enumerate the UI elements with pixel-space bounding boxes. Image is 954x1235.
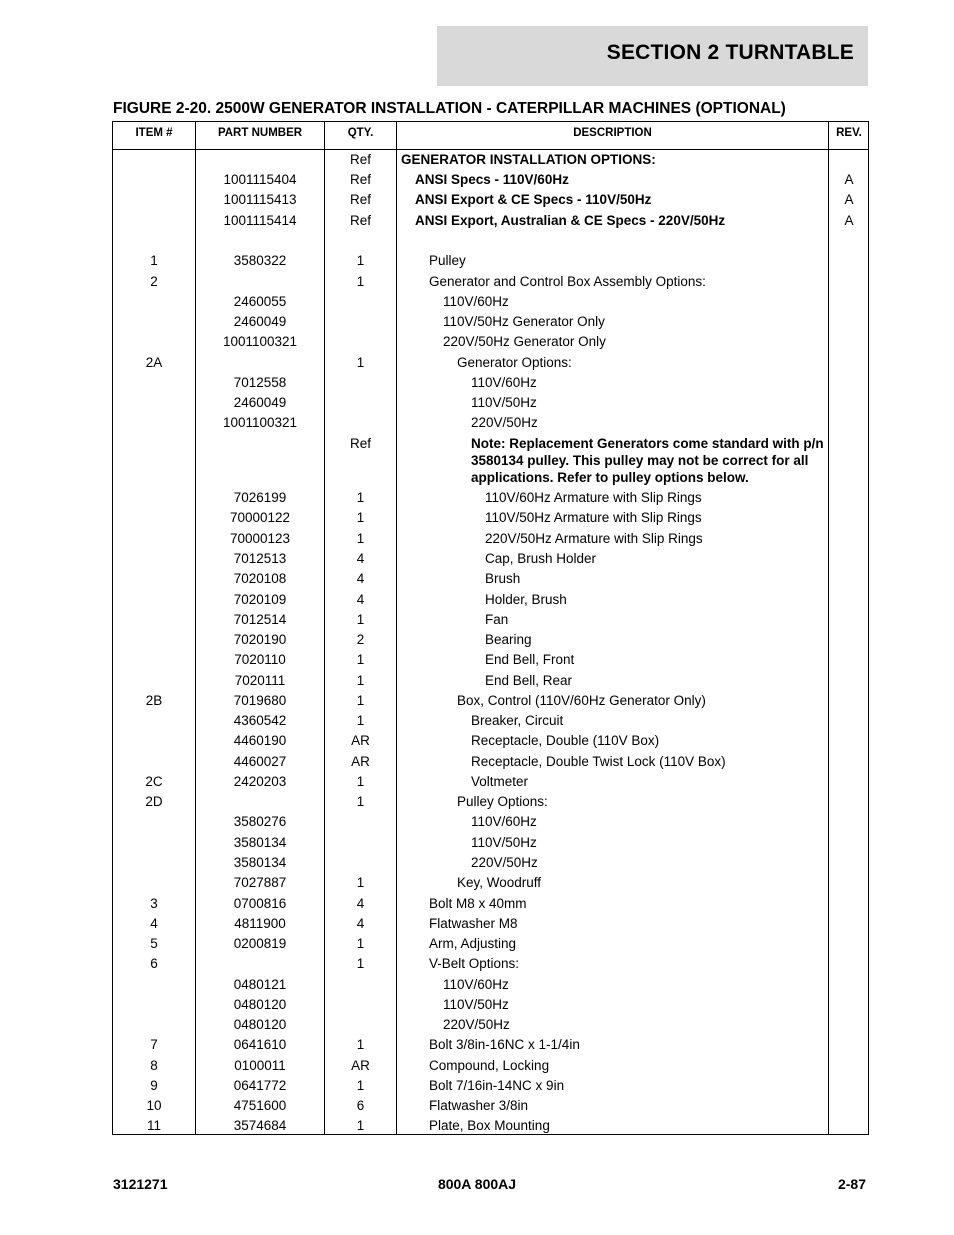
item-number: 2A: [145, 355, 163, 370]
quantity: 2: [356, 632, 365, 647]
description: 220V/50Hz Armature with Slip Rings: [485, 531, 703, 546]
part-number: 7020108: [233, 571, 287, 586]
quantity: 1: [356, 253, 365, 268]
item-number: 7: [150, 1037, 158, 1052]
part-number: 2460049: [233, 395, 287, 410]
quantity: 4: [356, 896, 365, 911]
part-number: 4360542: [233, 713, 287, 728]
quantity: 1: [356, 875, 365, 890]
footer-page-number: 2-87: [837, 1176, 866, 1192]
col-header-item: ITEM #: [135, 127, 173, 139]
part-number: 70000123: [229, 531, 291, 546]
quantity: 4: [356, 592, 365, 607]
quantity: 4: [356, 916, 365, 931]
item-number: 5: [150, 936, 158, 951]
quantity: 1: [356, 1037, 365, 1052]
description: Plate, Box Mounting: [429, 1118, 550, 1133]
description: Compound, Locking: [429, 1058, 550, 1073]
item-number: 6: [150, 956, 158, 971]
part-number: 7012513: [233, 551, 287, 566]
section-title: SECTION 2 TURNTABLE: [606, 41, 854, 64]
description: Fan: [485, 612, 509, 627]
parts-table: [112, 121, 869, 1135]
part-number: 1001115414: [223, 213, 297, 228]
description: Receptacle, Double Twist Lock (110V Box): [471, 754, 726, 769]
description: 110V/60Hz Armature with Slip Rings: [485, 490, 702, 505]
description: ANSI Export & CE Specs - 110V/50Hz: [415, 192, 652, 207]
description: 110V/50Hz Armature with Slip Rings: [485, 510, 702, 525]
description: GENERATOR INSTALLATION OPTIONS:: [401, 152, 656, 167]
part-number: 4460190: [233, 733, 287, 748]
description: Pulley Options:: [457, 794, 548, 809]
part-number: 3580134: [233, 835, 287, 850]
quantity: 1: [356, 355, 365, 370]
column-divider: [396, 122, 397, 1134]
quantity: 1: [356, 673, 365, 688]
item-number: 2D: [145, 794, 163, 809]
description: 110V/60Hz: [471, 814, 537, 829]
quantity: AR: [351, 1058, 370, 1073]
description: Bolt M8 x 40mm: [429, 896, 527, 911]
description: Cap, Brush Holder: [485, 551, 597, 566]
description: 110V/60Hz: [443, 294, 509, 309]
part-number: 0200819: [233, 936, 287, 951]
description: 220V/50Hz Generator Only: [443, 334, 606, 349]
part-number: 70000122: [229, 510, 291, 525]
part-number: 7012558: [233, 375, 287, 390]
description: End Bell, Rear: [485, 673, 573, 688]
table-header: [113, 122, 868, 150]
quantity: Ref: [349, 436, 371, 451]
part-number: 0100011: [234, 1058, 286, 1073]
part-number: 3580322: [233, 253, 287, 268]
part-number: 7020110: [234, 652, 286, 667]
quantity: 1: [356, 1118, 365, 1133]
description: V-Belt Options:: [429, 956, 520, 971]
item-number: 11: [146, 1118, 161, 1133]
part-number: 7020111: [234, 673, 286, 688]
quantity: 1: [356, 713, 365, 728]
footer-doc-number: 3121271: [113, 1176, 168, 1192]
description: Pulley: [429, 253, 466, 268]
description: ANSI Export, Australian & CE Specs - 220V/50Hz: [415, 213, 726, 228]
part-number: 0700816: [233, 896, 287, 911]
quantity: 6: [356, 1098, 365, 1113]
part-number: 2460055: [233, 294, 287, 309]
part-number: 1001100321: [222, 415, 298, 430]
description: Bearing: [485, 632, 532, 647]
section-header-box: [437, 26, 868, 86]
part-number: 7026199: [233, 490, 287, 505]
quantity: Ref: [349, 172, 371, 187]
revision: A: [844, 213, 854, 228]
description: Generator and Control Box Assembly Options:: [429, 274, 706, 289]
quantity: 1: [356, 956, 365, 971]
quantity: Ref: [349, 213, 371, 228]
description: Flatwasher 3/8in: [429, 1098, 529, 1113]
description: 220V/50Hz: [471, 415, 538, 430]
quantity: 1: [356, 652, 365, 667]
description: 110V/50Hz: [443, 997, 509, 1012]
footer-model: 800A 800AJ: [437, 1176, 517, 1192]
quantity: Ref: [349, 152, 371, 167]
part-number: 7019680: [233, 693, 287, 708]
description: End Bell, Front: [485, 652, 575, 667]
col-header-part-number: PART NUMBER: [217, 127, 303, 139]
item-number: 2: [150, 274, 158, 289]
item-number: 4: [150, 916, 158, 931]
description: Bolt 7/16in-14NC x 9in: [429, 1078, 565, 1093]
quantity: 1: [356, 612, 365, 627]
description: 110V/50Hz Generator Only: [443, 314, 605, 329]
description: Receptacle, Double (110V Box): [471, 733, 660, 748]
quantity: 1: [356, 1078, 365, 1093]
figure-title: FIGURE 2-20. 2500W GENERATOR INSTALLATION - CATERPILLAR MACHINES (OPTIONAL): [113, 100, 786, 117]
part-number: 7027887: [233, 875, 287, 890]
description: Key, Woodruff: [457, 875, 542, 890]
item-number: 2C: [145, 774, 163, 789]
revision: A: [844, 192, 854, 207]
part-number: 2420203: [233, 774, 287, 789]
part-number: 7012514: [233, 612, 287, 627]
revision: A: [844, 172, 854, 187]
description: Note: Replacement Generators come standard with p/n 3580134 pulley. This pulley may not be correct for all applications. Refer to pulley options below.: [471, 436, 824, 485]
part-number: 1001100321: [222, 334, 298, 349]
description: 220V/50Hz: [471, 855, 538, 870]
quantity: 4: [356, 571, 365, 586]
description: 220V/50Hz: [443, 1017, 510, 1032]
description: Bolt 3/8in-16NC x 1-1/4in: [429, 1037, 580, 1052]
quantity: Ref: [349, 192, 371, 207]
part-number: 4751600: [233, 1098, 287, 1113]
quantity: AR: [351, 733, 370, 748]
description: Voltmeter: [471, 774, 529, 789]
item-number: 10: [146, 1098, 162, 1113]
quantity: 4: [356, 551, 365, 566]
description: Flatwasher M8: [429, 916, 518, 931]
quantity: 1: [356, 510, 365, 525]
part-number: 7020109: [233, 592, 287, 607]
quantity: 1: [356, 531, 365, 546]
description: Brush: [485, 571, 521, 586]
quantity: 1: [356, 274, 365, 289]
col-header-rev: REV.: [836, 127, 862, 139]
part-number: 3580276: [233, 814, 287, 829]
item-number: 2B: [145, 693, 163, 708]
part-number: 2460049: [233, 314, 287, 329]
description: Generator Options:: [457, 355, 572, 370]
column-divider: [828, 122, 829, 1134]
description: ANSI Specs - 110V/60Hz: [415, 172, 569, 187]
item-number: 8: [150, 1058, 158, 1073]
part-number: 0480121: [233, 977, 287, 992]
quantity: 1: [356, 490, 365, 505]
quantity: 1: [356, 693, 365, 708]
description: Holder, Brush: [485, 592, 567, 607]
part-number: 0641772: [233, 1078, 287, 1093]
quantity: 1: [356, 794, 365, 809]
description: Arm, Adjusting: [429, 936, 517, 951]
part-number: 0480120: [233, 997, 287, 1012]
col-header-description: DESCRIPTION: [573, 127, 652, 139]
col-header-qty: QTY.: [347, 127, 374, 139]
part-number: 7020190: [233, 632, 287, 647]
description: 110V/60Hz: [471, 375, 537, 390]
part-number: 3574684: [233, 1118, 287, 1133]
item-number: 3: [150, 896, 158, 911]
item-number: 1: [150, 253, 158, 268]
part-number: 0480120: [233, 1017, 287, 1032]
part-number: 4811900: [234, 916, 286, 931]
quantity: 1: [356, 774, 365, 789]
part-number: 3580134: [233, 855, 287, 870]
part-number: 1001115413: [223, 192, 297, 207]
item-number: 9: [150, 1078, 158, 1093]
part-number: 0641610: [233, 1037, 287, 1052]
description: 110V/50Hz: [471, 395, 537, 410]
quantity: AR: [351, 754, 370, 769]
description: 110V/60Hz: [443, 977, 509, 992]
part-number: 1001115404: [223, 172, 297, 187]
quantity: 1: [356, 936, 365, 951]
part-number: 4460027: [233, 754, 287, 769]
description: 110V/50Hz: [471, 835, 537, 850]
description: Box, Control (110V/60Hz Generator Only): [457, 693, 706, 708]
description: Breaker, Circuit: [471, 713, 564, 728]
